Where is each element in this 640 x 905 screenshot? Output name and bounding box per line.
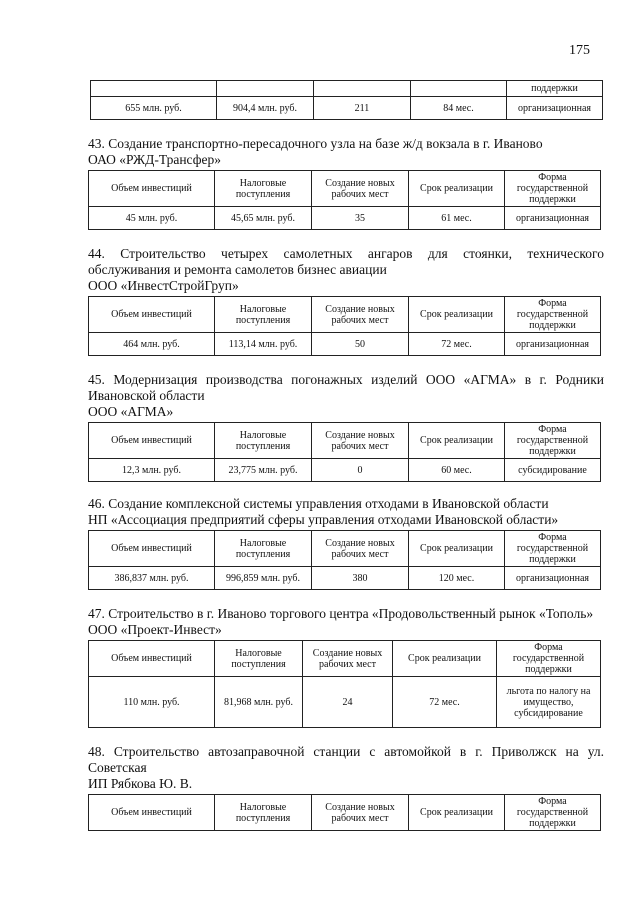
header-support-form: Форма государственной поддержки — [505, 171, 601, 207]
table-header-row — [89, 531, 601, 567]
cell-support-form: льгота по налогу на имущество, субсидирование — [497, 677, 601, 728]
header-cell: поддержки — [507, 81, 603, 97]
header-jobs: Создание новых рабочих мест — [312, 423, 409, 459]
header-term: Срок реализации — [409, 531, 505, 567]
cell-term: 61 мес. — [409, 207, 505, 230]
project-org: ОАО «РЖД-Трансфер» — [88, 152, 221, 167]
cell-investment: 45 млн. руб. — [89, 207, 215, 230]
project-block — [88, 246, 604, 356]
project-table — [88, 170, 601, 230]
project-block — [88, 372, 604, 482]
header-term: Срок реализации — [409, 171, 505, 207]
header-jobs: Создание новых рабочих мест — [312, 795, 409, 831]
cell-jobs: 24 — [303, 677, 393, 728]
table-row — [89, 459, 601, 482]
project-table — [88, 530, 601, 590]
cell-tax: 904,4 млн. руб. — [217, 97, 314, 120]
cell-support-form: субсидирование — [505, 459, 601, 482]
project-title: 47. Строительство в г. Иваново торгового центра «Продовольственный рынок «Тополь» — [88, 606, 594, 621]
table-row — [89, 567, 601, 590]
project-block — [88, 136, 604, 230]
cell-tax: 23,775 млн. руб. — [215, 459, 312, 482]
project-title: 48. Строительство автозаправочной станции с автомойкой в г. Приволжск на ул. Советская — [88, 744, 604, 775]
project-block — [88, 744, 604, 831]
header-jobs: Создание новых рабочих мест — [312, 171, 409, 207]
header-support-form: Форма государственной поддержки — [505, 297, 601, 333]
project-org: ООО «АГМА» — [88, 404, 174, 419]
cell-support-form: организационная — [505, 567, 601, 590]
header-investment: Объем инвестиций — [89, 795, 215, 831]
cell-jobs: 211 — [314, 97, 411, 120]
project-title: 44. Строительство четырех самолетных ангаров для стоянки, технического обслуживания и ремонта самолетов бизнес авиации — [88, 246, 604, 277]
project-table — [88, 296, 601, 356]
header-jobs: Создание новых рабочих мест — [312, 531, 409, 567]
project-org: ООО «Проект-Инвест» — [88, 622, 222, 637]
cell-jobs: 380 — [312, 567, 409, 590]
header-tax: Налоговые поступления — [215, 641, 303, 677]
header-tax: Налоговые поступления — [215, 171, 312, 207]
project-table — [88, 422, 601, 482]
header-investment: Объем инвестиций — [89, 171, 215, 207]
cell-investment: 464 млн. руб. — [89, 333, 215, 356]
header-support-form: Форма государственной поддержки — [497, 641, 601, 677]
header-investment: Объем инвестиций — [89, 297, 215, 333]
continued-table — [90, 80, 603, 120]
project-table — [88, 640, 601, 728]
project-org: ИП Рябкова Ю. В. — [88, 776, 193, 791]
project-table — [88, 794, 601, 831]
header-tax: Налоговые поступления — [215, 795, 312, 831]
project-org: НП «Ассоциация предприятий сферы управления отходами Ивановской области» — [88, 512, 559, 527]
cell-investment: 386,837 млн. руб. — [89, 567, 215, 590]
cell-jobs: 35 — [312, 207, 409, 230]
cell-jobs: 0 — [312, 459, 409, 482]
header-investment: Объем инвестиций — [89, 423, 215, 459]
cell-investment: 655 млн. руб. — [91, 97, 217, 120]
project-block — [88, 606, 604, 728]
header-support-form: Форма государственной поддержки — [505, 423, 601, 459]
header-term: Срок реализации — [409, 297, 505, 333]
table-header-row — [89, 423, 601, 459]
cell-term: 72 мес. — [393, 677, 497, 728]
cell-jobs: 50 — [312, 333, 409, 356]
table-header-row — [89, 795, 601, 831]
header-support-form: Форма государственной поддержки — [505, 531, 601, 567]
cell-tax: 81,968 млн. руб. — [215, 677, 303, 728]
header-tax: Налоговые поступления — [215, 531, 312, 567]
cell-tax: 996,859 млн. руб. — [215, 567, 312, 590]
header-jobs: Создание новых рабочих мест — [303, 641, 393, 677]
cell-tax: 113,14 млн. руб. — [215, 333, 312, 356]
header-investment: Объем инвестиций — [89, 531, 215, 567]
cell-tax: 45,65 млн. руб. — [215, 207, 312, 230]
project-org: ООО «ИнвестСтройГруп» — [88, 278, 239, 293]
table-row — [89, 207, 601, 230]
cell-term: 72 мес. — [409, 333, 505, 356]
table-row — [91, 97, 603, 120]
table-header-row — [89, 297, 601, 333]
header-tax: Налоговые поступления — [215, 423, 312, 459]
project-title: 45. Модернизация производства погонажных изделий ООО «АГМА» в г. Родники Ивановской области — [88, 372, 604, 403]
cell-support-form: организационная — [505, 207, 601, 230]
project-block — [88, 496, 604, 590]
table-row — [89, 677, 601, 728]
header-term: Срок реализации — [409, 423, 505, 459]
cell-term: 120 мес. — [409, 567, 505, 590]
header-support-form: Форма государственной поддержки — [505, 795, 601, 831]
cell-support-form: организационная — [507, 97, 603, 120]
header-tax: Налоговые поступления — [215, 297, 312, 333]
table-header-fragment — [91, 81, 603, 97]
header-jobs: Создание новых рабочих мест — [312, 297, 409, 333]
cell-support-form: организационная — [505, 333, 601, 356]
project-title: 46. Создание комплексной системы управления отходами в Ивановской области — [88, 496, 549, 511]
cell-investment: 12,3 млн. руб. — [89, 459, 215, 482]
table-row — [89, 333, 601, 356]
cell-term: 84 мес. — [411, 97, 507, 120]
cell-investment: 110 млн. руб. — [89, 677, 215, 728]
table-header-row — [89, 641, 601, 677]
project-title: 43. Создание транспортно-пересадочного узла на базе ж/д вокзала в г. Иваново — [88, 136, 543, 151]
header-term: Срок реализации — [393, 641, 497, 677]
header-term: Срок реализации — [409, 795, 505, 831]
cell-term: 60 мес. — [409, 459, 505, 482]
page-number: 175 — [569, 43, 590, 58]
table-header-row — [89, 171, 601, 207]
header-investment: Объем инвестиций — [89, 641, 215, 677]
